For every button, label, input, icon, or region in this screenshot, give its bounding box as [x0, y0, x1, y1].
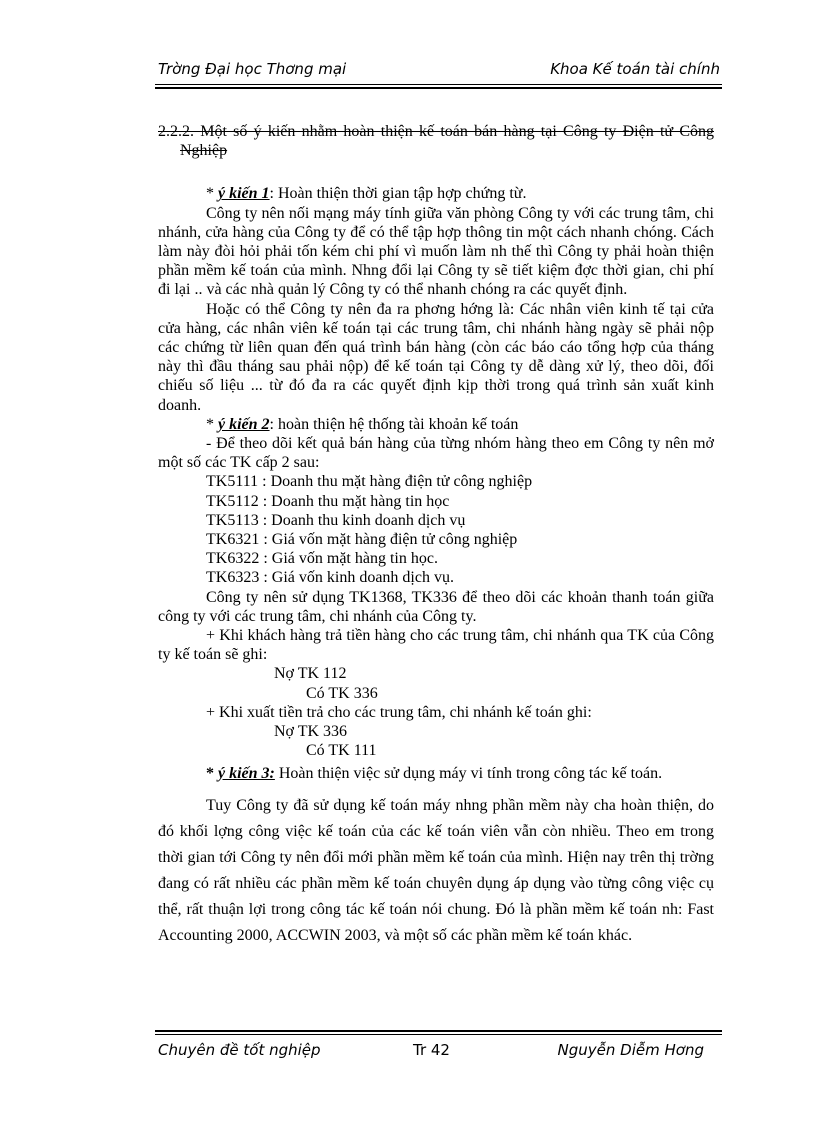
account-line: TK5111 : Doanh thu mặt hàng điện tử công nghiệp: [206, 473, 533, 491]
opinion-2-text: : hoàn thiện hệ thống tài khoản kế toán: [269, 415, 519, 433]
paragraph: Hoặc có thể Công ty nên đa ra phơng hớng là: Các nhân viên kinh tế tại cửa cửa hàng, các nhân viên kế toán tại các trung tâm, chi nhánh hàng ngày sẽ phải nộp các chứng từ liên quan đến quá trình bán hàng (còn các báo cáo tổng hợp của tháng này thì đầu tháng sau phải nộp) để kế toán tại Công ty dễ dàng xử lý, theo dõi, đối chiếu số liệu ... từ đó đa ra các quyết định kịp thời trong quá trình sản xuất kinh doanh.: [158, 300, 714, 414]
journal-credit: Có TK 336: [306, 684, 378, 702]
opinion-2: * ý kiến 2: hoàn thiện hệ thống tài khoản kế toán: [206, 415, 519, 433]
opinion-3-label: ý kiến 3:: [218, 764, 275, 782]
opinion-3: * ý kiến 3: Hoàn thiện việc sử dụng máy vi tính trong công tác kế toán.: [206, 764, 663, 782]
opinion-1-label: ý kiến 1: [218, 185, 270, 203]
paragraph: + Khi khách hàng trả tiền hàng cho các trung tâm, chi nhánh qua TK của Công ty kế toán sẽ ghi:: [158, 627, 714, 664]
section-heading: 2.2.2. Một số ý kiến nhằm hoàn thiện kế toán bán hàng tại Công ty Điện tử Công Nghiệp: [158, 123, 714, 160]
account-line: TK5113 : Doanh thu kinh doanh dịch vụ: [206, 511, 466, 529]
opinion-3-text: Hoàn thiện việc sử dụng máy vi tính trong công tác kế toán.: [274, 764, 663, 782]
journal-debit: Nợ TK 336: [274, 723, 348, 741]
header-rule-thick: [155, 87, 722, 89]
account-line: TK5112 : Doanh thu mặt hàng tin học: [206, 492, 450, 510]
opinion-1: * ý kiến 1: Hoàn thiện thời gian tập hợp chứng từ.: [206, 185, 527, 203]
footer-left: Chuyên đề tốt nghiệp: [158, 1041, 321, 1059]
opinion-1-text: : Hoàn thiện thời gian tập hợp chứng từ.: [269, 185, 527, 203]
account-line: TK6322 : Giá vốn mặt hàng tin học.: [206, 550, 438, 568]
header-left: Trờng Đại học Thơng mại: [158, 60, 347, 78]
header-right: Khoa Kế toán tài chính: [550, 60, 720, 78]
paragraph: + Khi xuất tiền trả cho các trung tâm, chi nhánh kế toán ghi:: [206, 703, 592, 721]
paragraph: - Để theo dõi kết quả bán hàng của từng nhóm hàng theo em Công ty nên mở một số các TK cấp 2 sau:: [158, 435, 714, 472]
document-body: [158, 122, 714, 949]
paragraph: Công ty nên nối mạng máy tính giữa văn phòng Công ty với các trung tâm, chi nhánh, cửa hàng của Công ty để có thể tập hợp thông tin một cách nhanh chóng. Cách làm này đòi hỏi phải tốn kém chi phí vì muốn làm nh thế thì Công ty phải hoàn thiện phần mềm kế toán của mình. Nhng đổi lại Công ty sẽ tiết kiệm đợc thời gian, chi phí đi lại .. và các nhà quản lý Công ty có thể nhanh chóng ra các quyết định.: [158, 204, 714, 299]
paragraph: Công ty nên sử dụng TK1368, TK336 để theo dõi các khoản thanh toán giữa công ty với các trung tâm, chi nhánh của Công ty.: [158, 588, 714, 625]
footer-right: Nguyễn Diễm Hơng: [557, 1041, 704, 1059]
footer-rule-thick: [155, 1030, 722, 1032]
footer-rule: [155, 1034, 722, 1035]
paragraph: Tuy Công ty đã sử dụng kế toán máy nhng phần mềm này cha hoàn thiện, do đó khối lợng công việc kế toán của các kế toán viên vẫn còn nhiều. Theo em trong thời gian tới Công ty nên đổi mới phần mềm kế toán của mình. Hiện nay trên thị trờng đang có rất nhiều các phần mềm kế toán chuyên dụng áp dụng vào từng công việc cụ thể, rất thuận lợi trong công tác kế toán nói chung. Đó là phần mềm kế toán nh: Fast Accounting 2000, ACCWIN 2003, và một số các phần mềm kế toán khác.: [158, 796, 714, 944]
journal-debit: Nợ TK 112: [274, 665, 347, 683]
page-number: Tr 42: [413, 1041, 450, 1059]
journal-credit: Có TK 111: [306, 742, 377, 760]
account-line: TK6321 : Giá vốn mặt hàng điện tử công nghiệp: [206, 531, 518, 549]
header-rule: [155, 84, 722, 85]
opinion-2-label: ý kiến 2: [218, 415, 270, 433]
account-line: TK6323 : Giá vốn kinh doanh dịch vụ.: [206, 569, 454, 587]
